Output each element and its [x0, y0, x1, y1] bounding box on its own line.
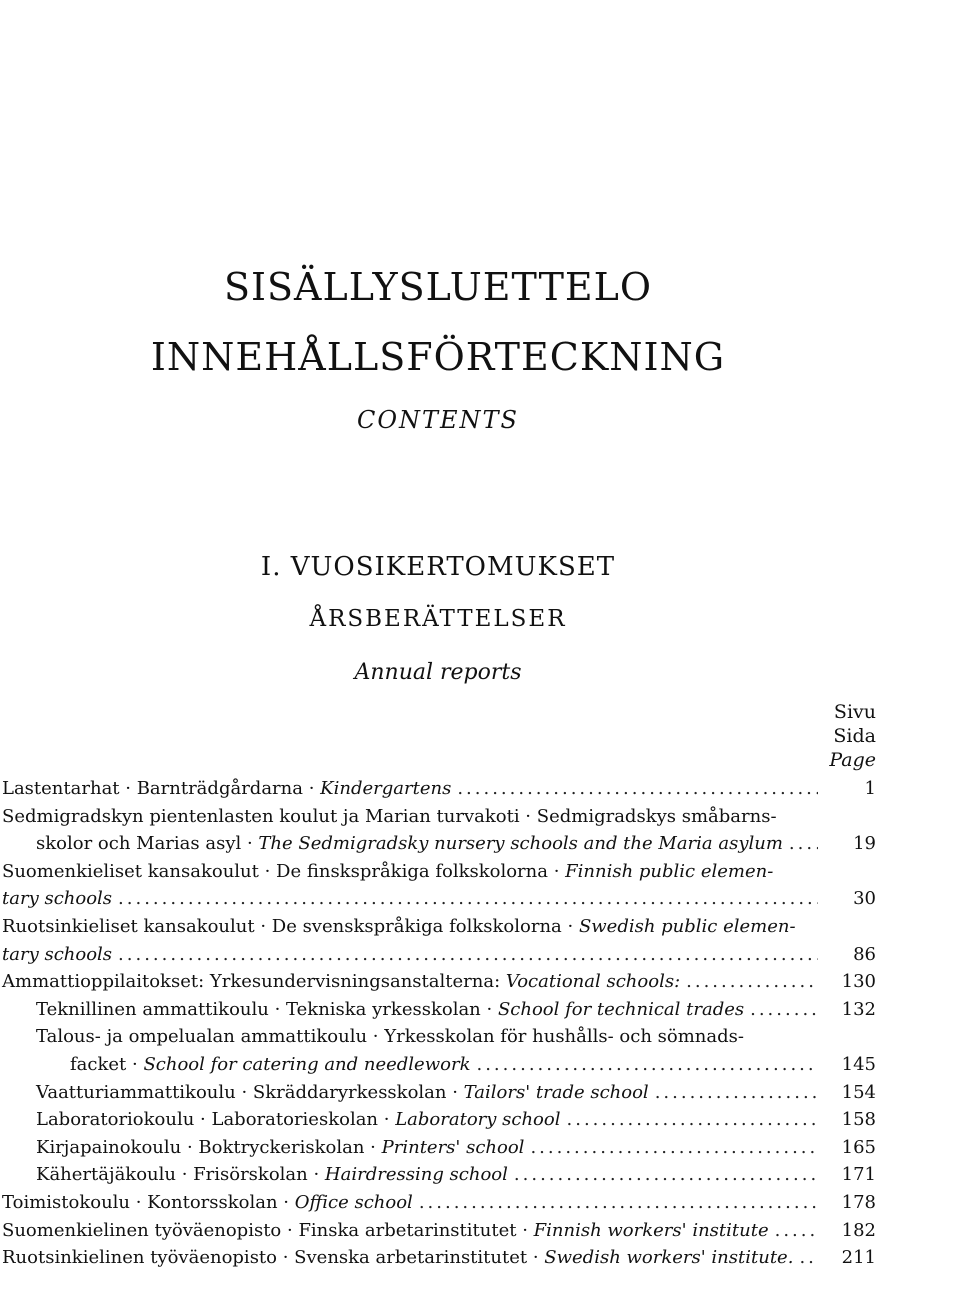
dot-leader [686, 968, 818, 996]
toc-page-number: 86 [853, 943, 876, 965]
toc-entry-title-cont: facket · [70, 1053, 144, 1075]
toc-page-number: 1 [864, 778, 876, 799]
toc-entry-title: Ruotsinkieliset kansakoulut · De svenskspråkiga folkskolorna · [2, 915, 579, 937]
dot-leader [514, 1161, 818, 1189]
dot-leader [655, 1079, 818, 1107]
dot-leader [567, 1106, 819, 1134]
dot-leader [530, 1134, 818, 1162]
dot-leader [750, 996, 818, 1024]
toc-entry-title: Ammattioppilaitokset: Yrkesundervisningsanstalterna: [2, 971, 506, 993]
toc-entry-english: School for catering and needlework [143, 1053, 471, 1075]
toc-entry-laboratory[interactable] [2, 1106, 876, 1134]
toc-entry-english: Laboratory school [395, 1109, 561, 1131]
dot-leader [419, 1189, 818, 1217]
toc-entry-finnish-workers[interactable] [2, 1217, 876, 1245]
toc-entry-title: Kähertäjäkoulu · Frisörskolan · [36, 1164, 325, 1186]
toc-entry-title: Lastentarhat · Barnträdgårdarna · [2, 778, 321, 799]
toc-entry-hairdressing[interactable] [2, 1161, 876, 1189]
dot-leader [118, 941, 818, 969]
dot-leader [799, 1244, 818, 1272]
toc-entry-english: tary schools [2, 888, 113, 910]
toc-entry-swedish-elementary[interactable] [2, 913, 876, 968]
toc-page-number: 154 [841, 1081, 876, 1103]
section-heading-english: Annual reports [354, 660, 522, 685]
toc-entry-title: Laboratoriokoulu · Laboratorieskolan · [36, 1109, 396, 1131]
title-english: CONTENTS [356, 406, 519, 434]
toc-entry-catering[interactable] [2, 1023, 876, 1078]
toc-page-number: 165 [841, 1136, 876, 1158]
toc-entry-vocational[interactable] [2, 968, 876, 996]
title-finnish: SISÄLLYSLUETTELO [223, 265, 653, 309]
dot-leader [775, 1217, 818, 1245]
toc-entry-english: Finnish workers' institute [533, 1219, 769, 1241]
toc-page-number: 211 [841, 1247, 876, 1269]
toc-entry-english-line1: Swedish public elemen- [578, 915, 796, 937]
toc-entry-english: Kindergartens [320, 778, 452, 799]
toc-entry-title: Suomenkielinen työväenopisto · Finska arbetarinstitutet · [2, 1219, 534, 1241]
toc-entry-technical-trades[interactable] [2, 996, 876, 1024]
toc-entry-english: tary schools [2, 943, 113, 965]
toc-entry-title: Sedmigradskyn pientenlasten koulut ja Marian turvakoti · Sedmigradskys småbarns- [2, 805, 777, 827]
dot-leader [476, 1051, 818, 1079]
toc-entry-english: Tailors' trade school [463, 1081, 649, 1103]
toc-page-number: 19 [853, 833, 876, 855]
toc-entry-title: Vaatturiammattikoulu · Skräddaryrkesskolan · [36, 1081, 464, 1103]
toc-entry-english: Hairdressing school [324, 1164, 508, 1186]
toc-entry-sedmigradsky[interactable] [2, 803, 876, 858]
toc-entry-english: Office school [294, 1191, 413, 1213]
toc-page-number: 182 [841, 1219, 876, 1241]
page-label-swedish: Sida [833, 725, 876, 747]
toc-page-number: 130 [841, 971, 876, 993]
toc-page-number: 132 [841, 998, 876, 1020]
toc-entry-kindergartens[interactable] [2, 775, 876, 803]
toc-entry-title: Talous- ja ompelualan ammattikoulu · Yrkesskolan för hushålls- och sömnads- [36, 1026, 744, 1048]
toc-page-number: 30 [853, 888, 876, 910]
toc-page-number: 158 [841, 1109, 876, 1131]
toc-entry-english: Vocational schools: [505, 971, 681, 993]
toc-entry-printers[interactable] [2, 1134, 876, 1162]
toc-entry-title: Kirjapainokoulu · Boktryckeriskolan · [36, 1136, 382, 1158]
toc-entry-finnish-elementary[interactable] [2, 858, 876, 913]
toc-page-number: 171 [841, 1164, 876, 1186]
toc-entry-title: Suomenkieliset kansakoulut · De finskspråkiga folkskolorna · [2, 860, 566, 882]
toc-entry-title: Toimistokoulu · Kontorsskolan · [2, 1191, 295, 1213]
page-label-english: Page [829, 749, 876, 771]
section-heading-swedish: ÅRSBERÄTTELSER [309, 606, 567, 632]
toc-entry-english: The Sedmigradsky nursery schools and the Maria asylum [258, 833, 783, 855]
toc-entry-title: Ruotsinkielinen työväenopisto · Svenska arbetarinstitutet · [2, 1247, 545, 1269]
toc-entry-english: Printers' school [381, 1136, 525, 1158]
section-heading-finnish: I. VUOSIKERTOMUKSET [260, 552, 616, 582]
dot-leader [789, 830, 818, 858]
toc-entry-swedish-workers[interactable] [2, 1244, 876, 1272]
toc-page-number: 178 [841, 1191, 876, 1213]
title-swedish: INNEHÅLLSFÖRTECKNING [150, 335, 726, 379]
toc-entry-tailors[interactable] [2, 1079, 876, 1107]
dot-leader [118, 885, 818, 913]
toc-page-number: 145 [841, 1053, 876, 1075]
toc-entry-english-line1: Finnish public elemen- [565, 860, 774, 882]
toc-entry-english: Swedish workers' institute. [544, 1247, 794, 1269]
page-label-finnish: Sivu [833, 701, 876, 723]
toc-entry-title-cont: skolor och Marias asyl · [36, 833, 259, 855]
dot-leader [457, 775, 818, 803]
table-of-contents [2, 775, 876, 1272]
toc-entry-english: School for technical trades [497, 998, 745, 1020]
page-column-header [829, 700, 876, 772]
toc-entry-title: Teknillinen ammattikoulu · Tekniska yrkesskolan · [36, 998, 498, 1020]
toc-entry-office[interactable] [2, 1189, 876, 1217]
